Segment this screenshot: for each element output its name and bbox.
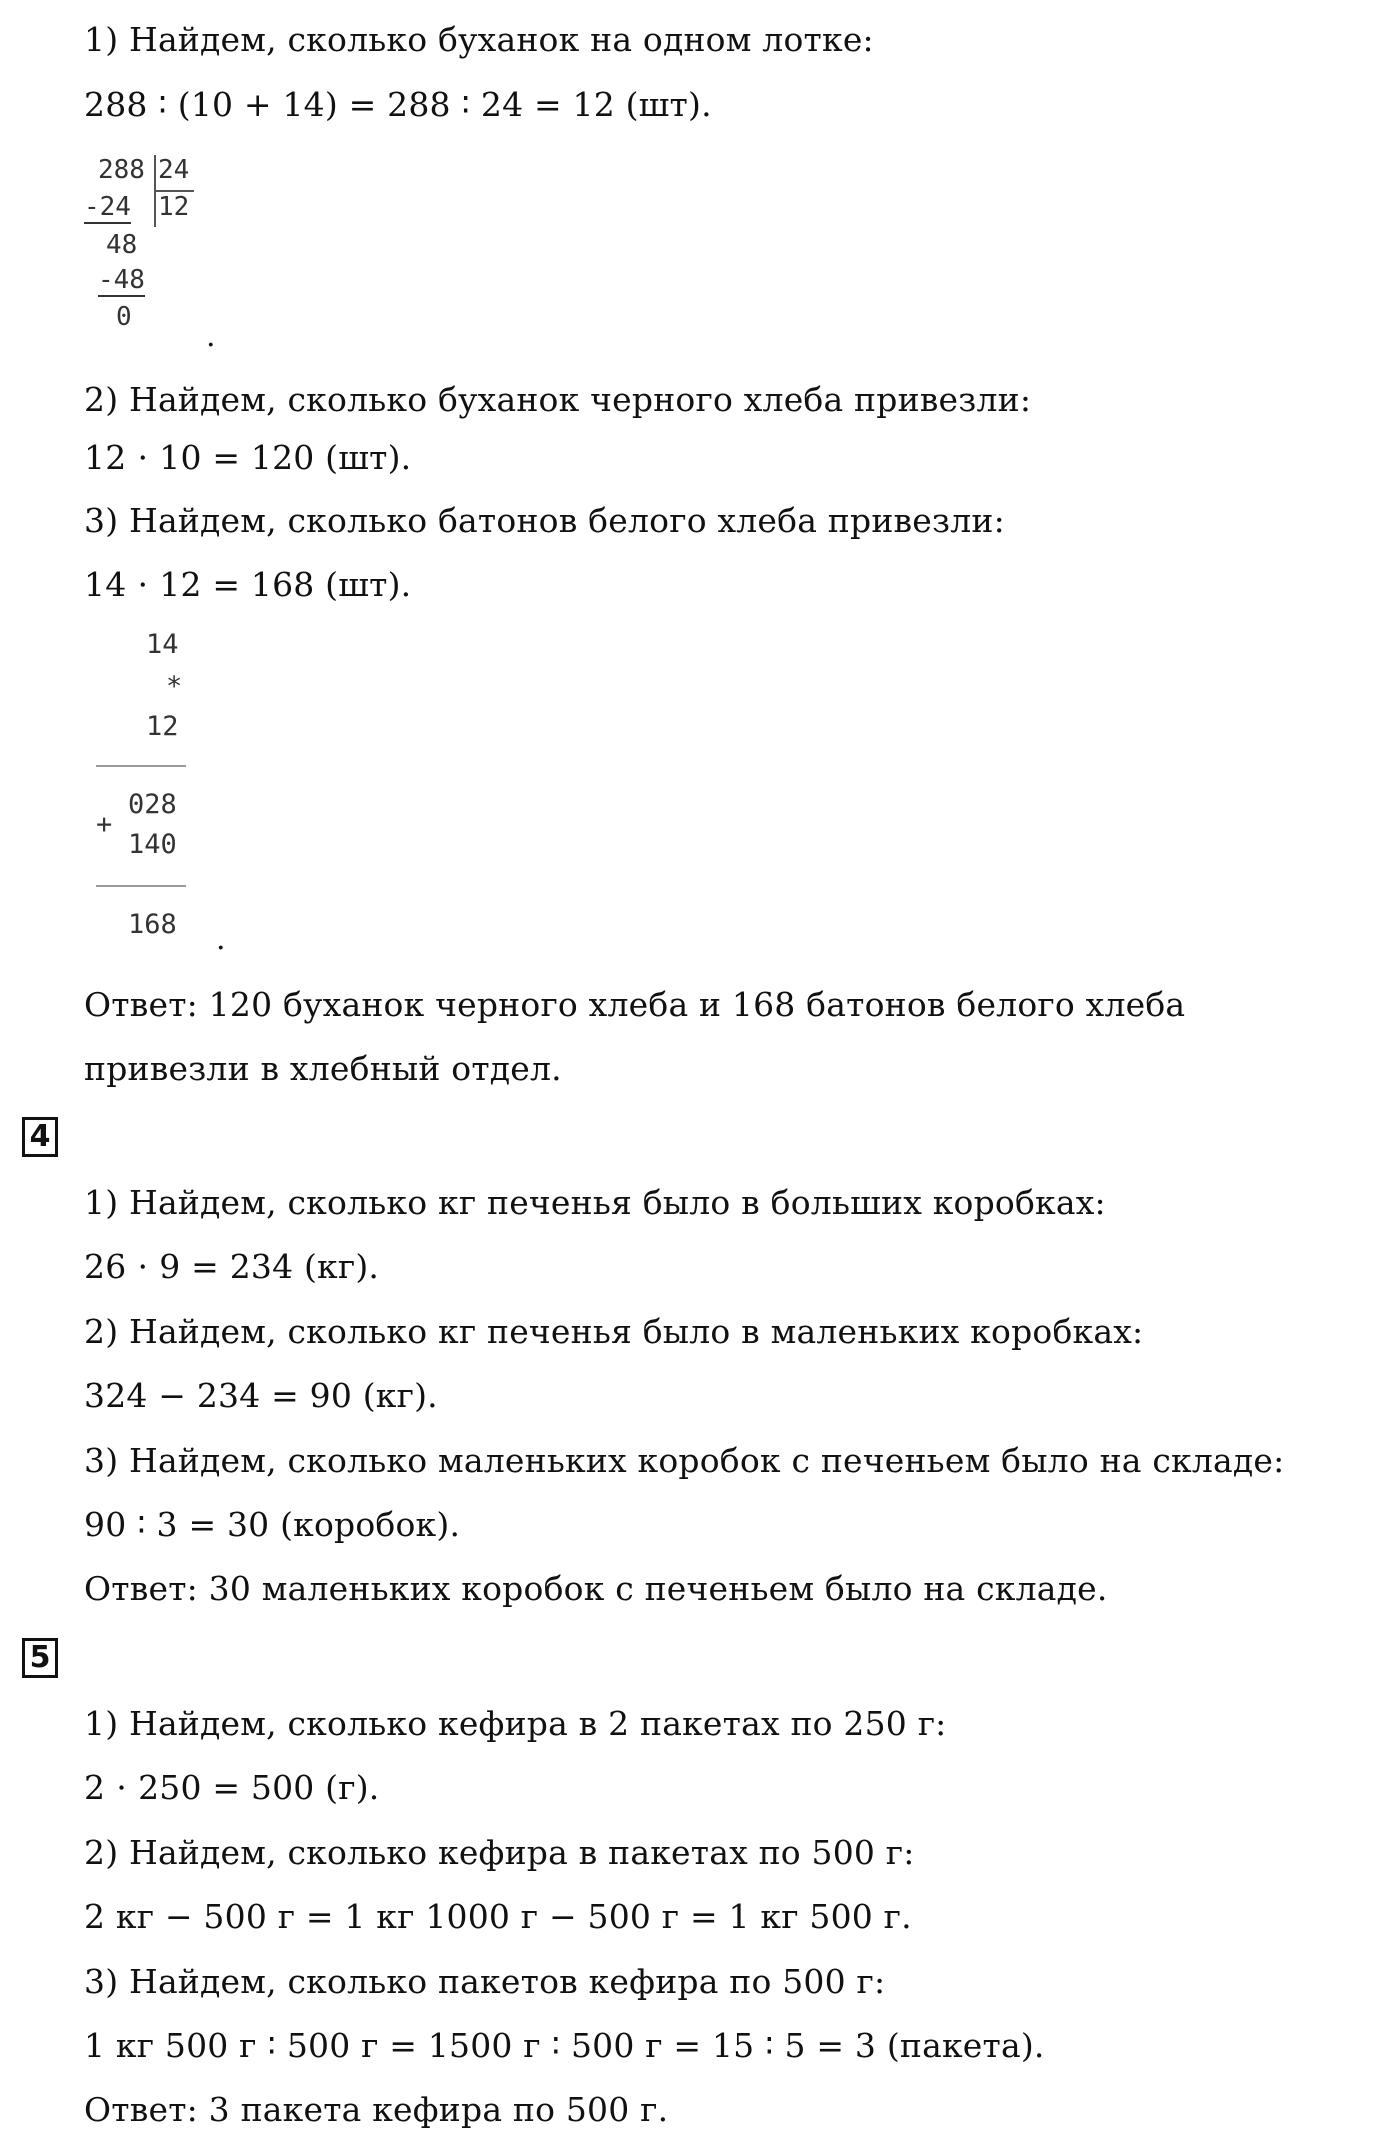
long-division bbox=[84, 150, 244, 340]
equation: 1 кг 500 г ∶ 500 г = 1500 г ∶ 500 г = 15 ∶ 5 = 3 (пакета). bbox=[84, 2026, 1045, 2065]
answer-text: привезли в хлебный отдел. bbox=[84, 1049, 562, 1088]
step-text: 3) Найдем, сколько пакетов кефира по 500 г: bbox=[84, 1962, 886, 2001]
multiply-sign: * bbox=[166, 671, 183, 702]
equation: 2 ⋅ 250 = 500 (г). bbox=[84, 1768, 380, 1807]
step-text: 2) Найдем, сколько кефира в пакетах по 500 г: bbox=[84, 1833, 915, 1872]
multiplication-dot: . bbox=[216, 922, 226, 957]
division-dot: . bbox=[206, 319, 216, 354]
remainder-1: 48 bbox=[106, 230, 138, 260]
subtrahend-2: -48 bbox=[98, 265, 145, 295]
equation: 12 ⋅ 10 = 120 (шт). bbox=[84, 438, 412, 477]
step-text: 3) Найдем, сколько батонов белого хлеба привезли: bbox=[84, 501, 1005, 540]
equation: 26 ⋅ 9 = 234 (кг). bbox=[84, 1247, 380, 1286]
partial-product-1: 028 bbox=[128, 789, 177, 820]
multiplicand: 14 bbox=[146, 629, 179, 660]
equation: 288 ∶ (10 + 14) = 288 ∶ 24 = 12 (шт). bbox=[84, 85, 712, 124]
plus-sign: + bbox=[96, 809, 113, 840]
answer-text: Ответ: 30 маленьких коробок с печеньем было на складе. bbox=[84, 1569, 1108, 1608]
remainder-2: 0 bbox=[116, 302, 132, 332]
partial-product-2: 140 bbox=[128, 829, 177, 860]
separator-line bbox=[96, 885, 186, 887]
dividend: 288 bbox=[98, 155, 145, 185]
step-text: 1) Найдем, сколько кефира в 2 пакетах по 250 г: bbox=[84, 1704, 947, 1743]
answer-text: Ответ: 120 буханок черного хлеба и 168 батонов белого хлеба bbox=[84, 985, 1186, 1024]
multiplier: 12 bbox=[146, 711, 179, 742]
task-number-badge: 5 bbox=[22, 1638, 58, 1678]
step-text: 2) Найдем, сколько буханок черного хлеба привезли: bbox=[84, 380, 1032, 419]
column-multiplication bbox=[84, 630, 244, 960]
divisor: 24 bbox=[158, 155, 190, 185]
answer-text: Ответ: 3 пакета кефира по 500 г. bbox=[84, 2090, 669, 2129]
product: 168 bbox=[128, 909, 177, 940]
separator-line bbox=[96, 765, 186, 767]
step-text: 1) Найдем, сколько кг печенья было в больших коробках: bbox=[84, 1183, 1106, 1222]
step-text: 2) Найдем, сколько кг печенья было в маленьких коробках: bbox=[84, 1312, 1144, 1351]
equation: 14 ⋅ 12 = 168 (шт). bbox=[84, 565, 412, 604]
equation: 2 кг − 500 г = 1 кг 1000 г − 500 г = 1 кг 500 г. bbox=[84, 1897, 912, 1936]
step-text: 3) Найдем, сколько маленьких коробок с печеньем было на складе: bbox=[84, 1441, 1285, 1480]
subtrahend-1: -24 bbox=[84, 192, 131, 222]
equation: 90 ∶ 3 = 30 (коробок). bbox=[84, 1505, 461, 1544]
step-text: 1) Найдем, сколько буханок на одном лотке: bbox=[84, 20, 874, 59]
equation: 324 − 234 = 90 (кг). bbox=[84, 1376, 438, 1415]
task-number-badge: 4 bbox=[22, 1117, 58, 1157]
quotient: 12 bbox=[158, 192, 190, 222]
